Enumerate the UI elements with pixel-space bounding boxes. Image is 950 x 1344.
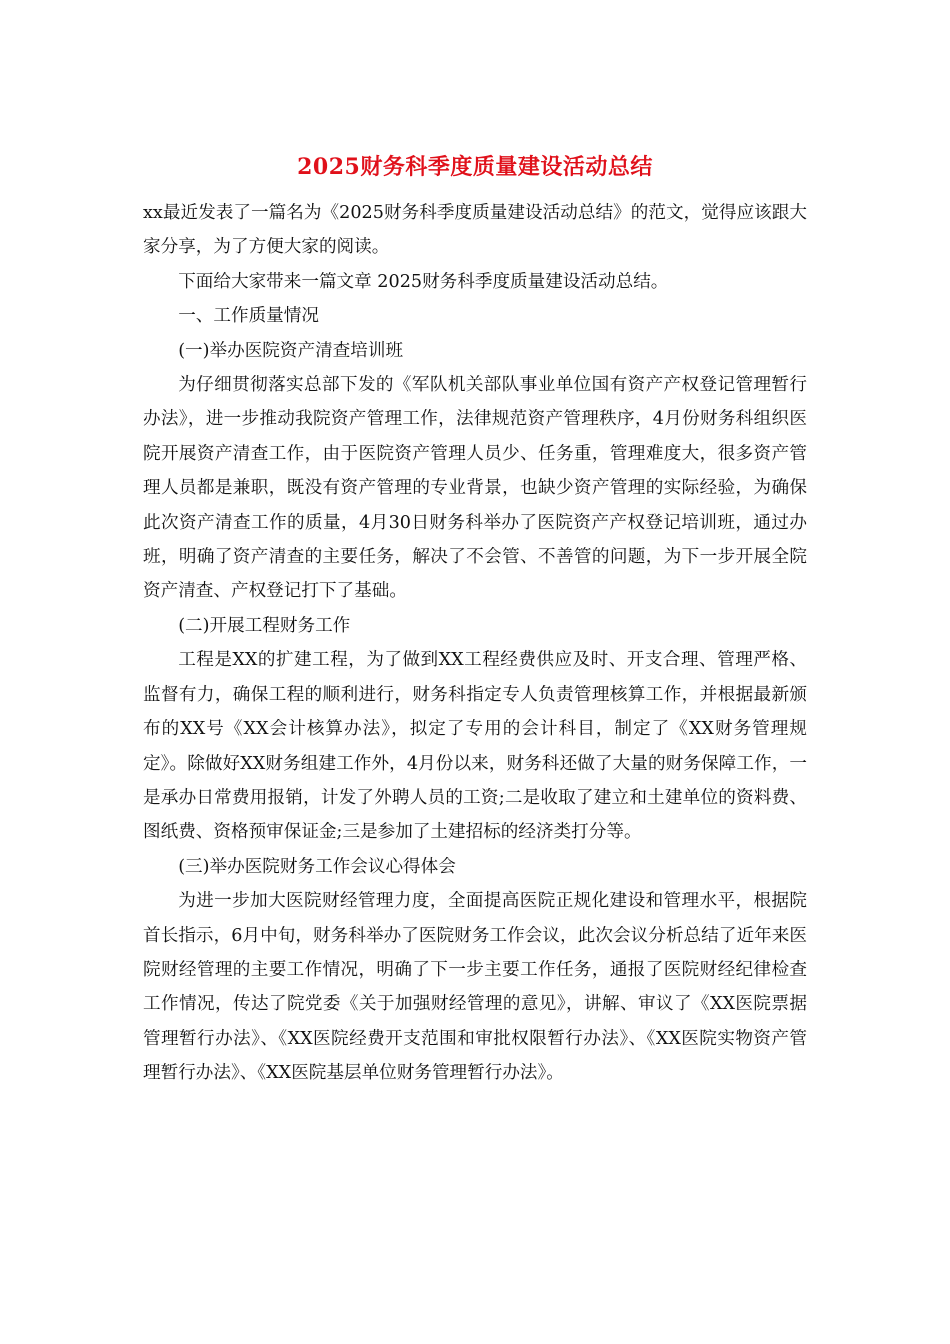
paragraph-body-2: 工程是XX的扩建工程，为了做到XX工程经费供应及时、开支合理、管理严格、监督有力，确保工程的顺利进行，财务科指定专人负责管理核算工作，并根据最新颁布的XX号《XX会计核算办法》，拟定了专用的会计科目，制定了《XX财务管理规定》。除做好XX财务组建工作外，4月份以来，财务科还做了大量的财务保障工作，一是承办日常费用报销，计发了外聘人员的工资;二是收取了建立和土建单位的资料费、图纸费、资格预审保证金;三是参加了土建招标的经济类打分等。 <box>143 650 807 843</box>
document-title: 2025财务科季度质量建设活动总结 <box>297 154 653 180</box>
paragraph-body-3: 为进一步加大医院财经管理力度，全面提高医院正规化建设和管理水平，根据院首长指示，6月中旬，财务科举办了医院财务工作会议，此次会议分析总结了近年来医院财经管理的主要工作情况，明确了下一步主要工作任务，通报了医院财经纪律检查工作情况，传达了院党委《关于加强财经管理的意见》，讲解、审议了《XX医院票据管理暂行办法》、《XX医院经费开支范围和审批权限暂行办法》、《XX医院实物资产管理暂行办法》、《XX医院基层单位财务管理暂行办法》。 <box>143 891 807 1084</box>
subsection-heading-3: (三)举办医院财务工作会议心得体会 <box>178 856 456 877</box>
paragraph-body-1: 为仔细贯彻落实总部下发的《军队机关部队事业单位国有资产产权登记管理暂行办法》，进一步推动我院资产管理工作，法律规范资产管理秩序，4月份财务科组织医院开展资产清查工作，由于医院资产管理人员少、任务重，管理难度大，很多资产管理人员都是兼职，既没有资产管理的专业背景，也缺少资产管理的实际经验，为确保此次资产清查工作的质量，4月30日财务科举办了医院资产产权登记培训班，通过办班，明确了资产清查的主要任务，解决了不会管、不善管的问题，为下一步开展全院资产清查、产权登记打下了基础。 <box>143 375 807 602</box>
paragraph-intro: xx最近发表了一篇名为《2025财务科季度质量建设活动总结》的范文，觉得应该跟大家分享，为了方便大家的阅读。 <box>143 203 807 258</box>
paragraph-lead: 下面给大家带来一篇文章 2025财务科季度质量建设活动总结。 <box>178 271 669 292</box>
document-body <box>143 196 807 1091</box>
subsection-heading-1: (一)举办医院资产清查培训班 <box>178 340 404 361</box>
section-heading-1: 一、工作质量情况 <box>178 306 319 327</box>
subsection-heading-2: (二)开展工程财务工作 <box>178 615 351 636</box>
